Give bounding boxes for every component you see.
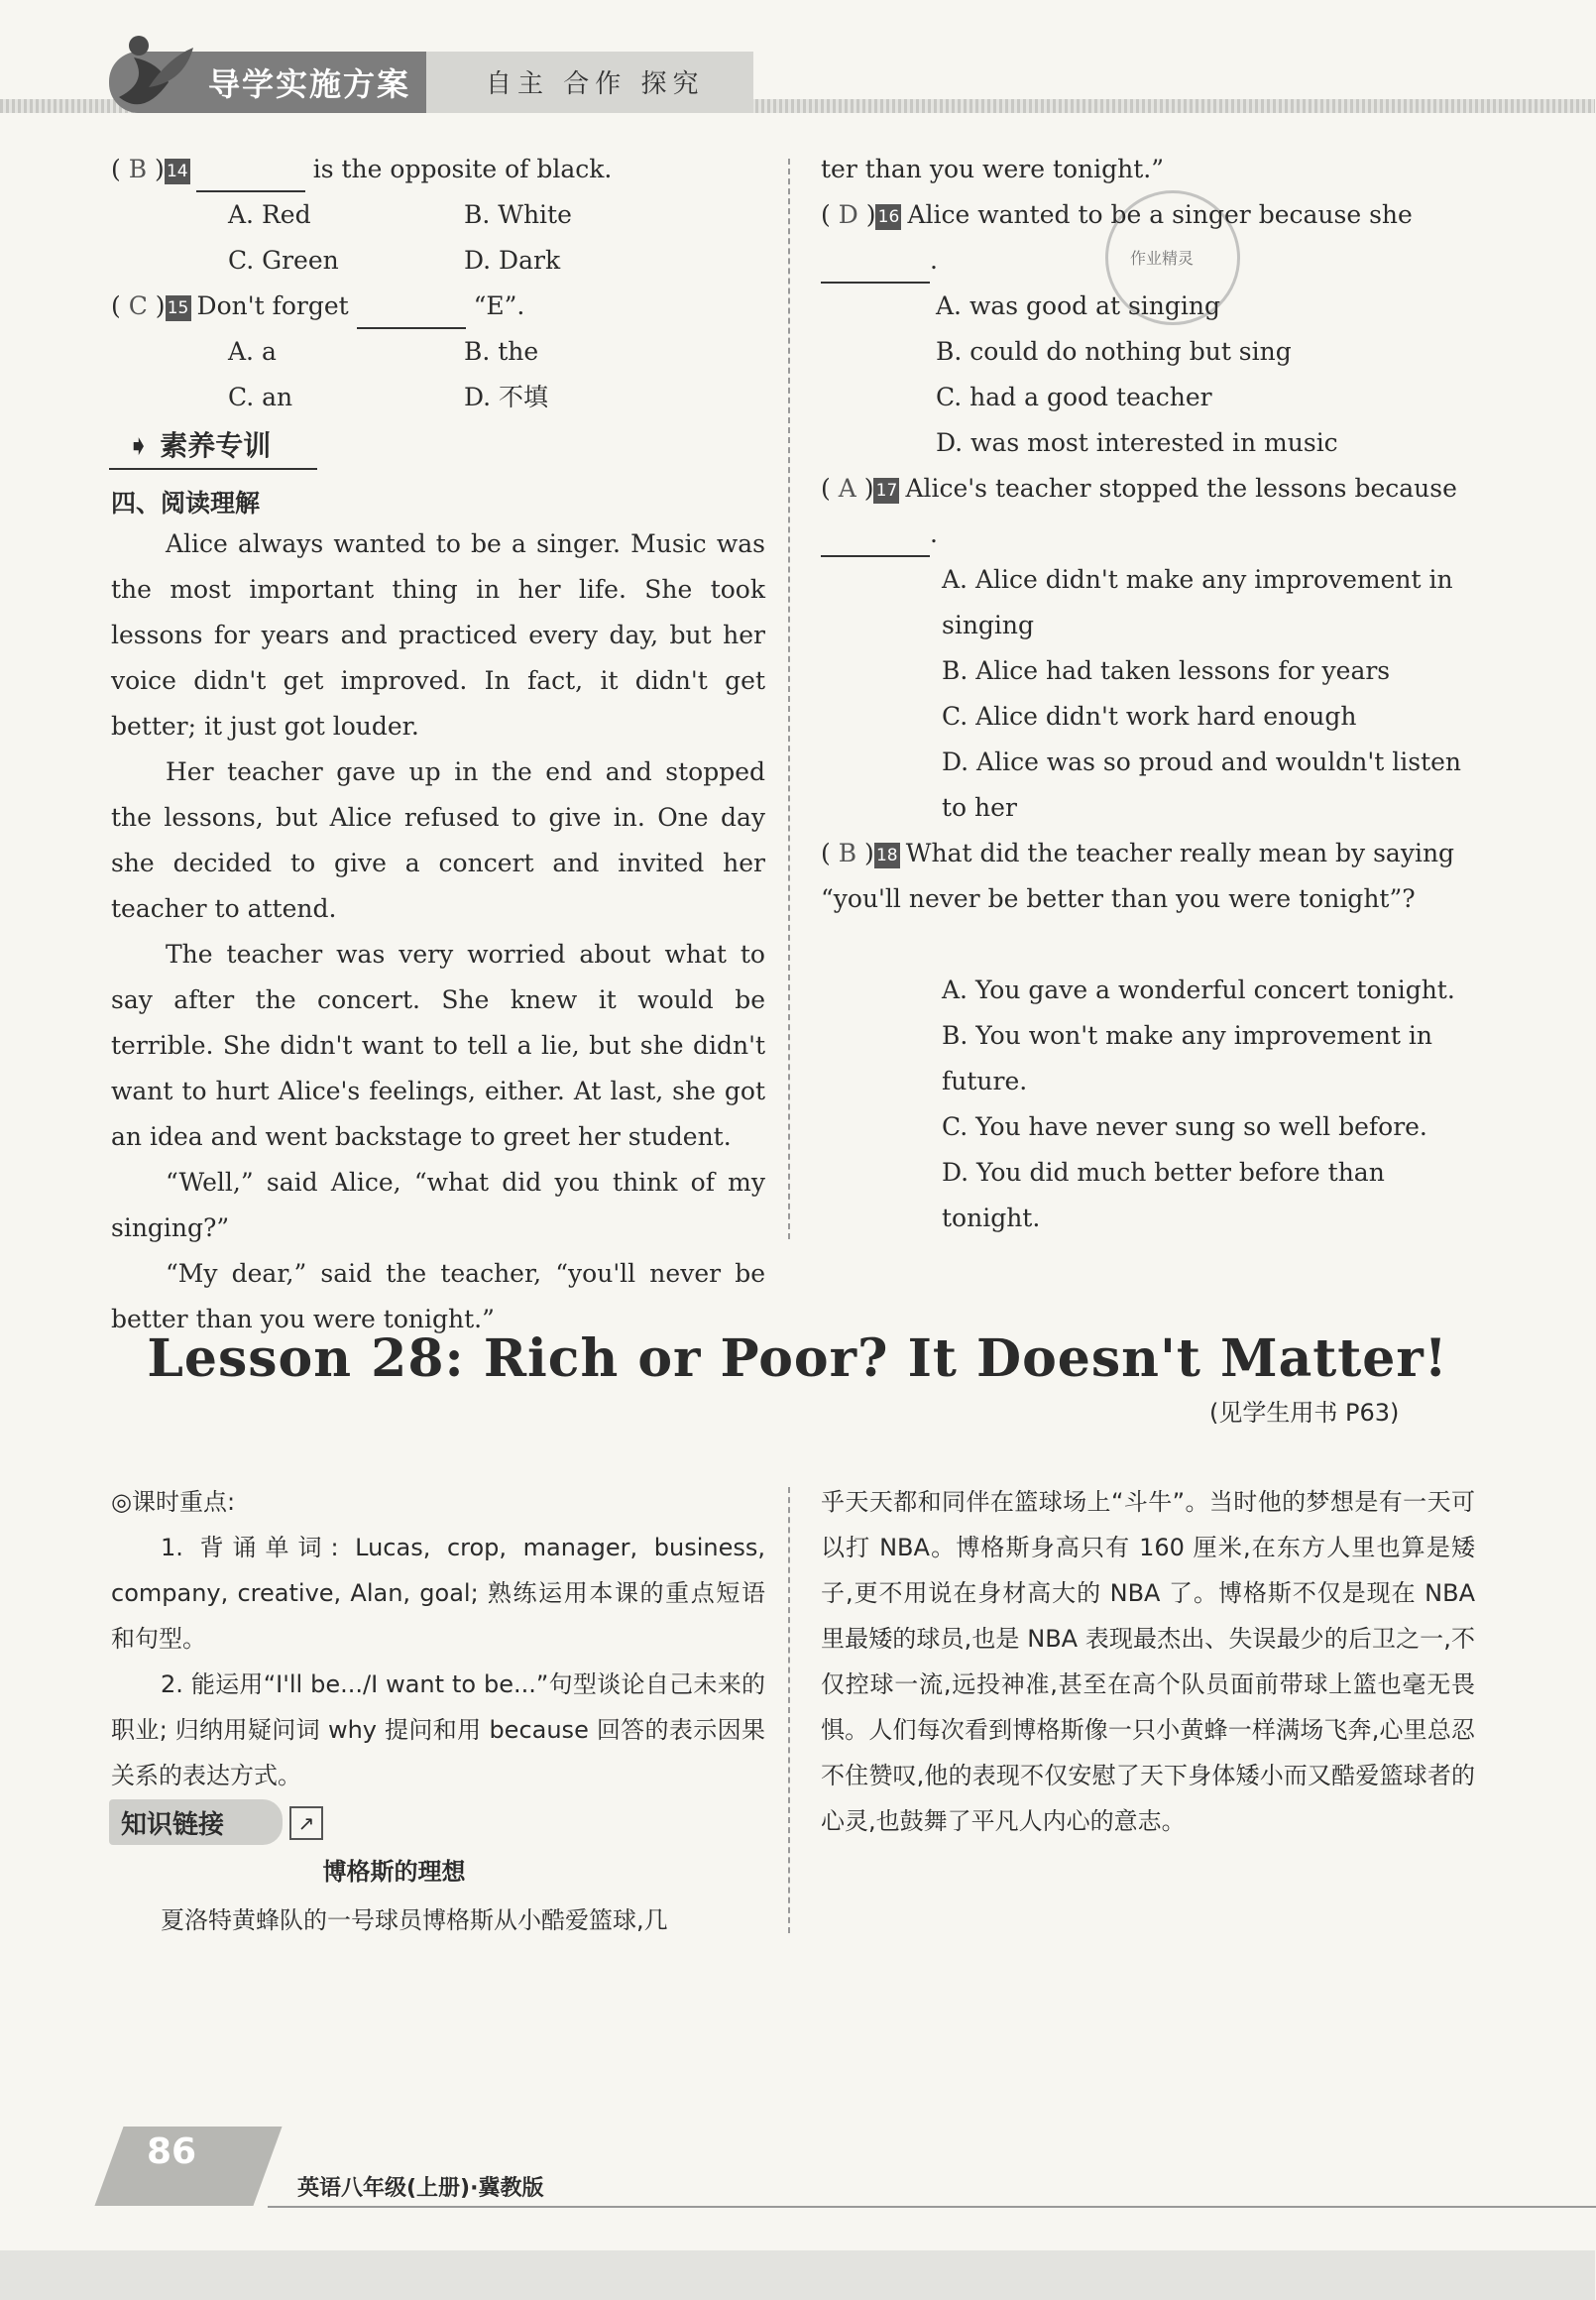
question-text-before: Don't forget [196, 291, 357, 320]
option: D. Alice was so proud and wouldn't listen to her [942, 748, 1462, 822]
option: C. Green [228, 246, 339, 275]
answer-q18: B [838, 839, 857, 867]
question-number-17: 17 [873, 478, 899, 504]
footer-bar [0, 2250, 1595, 2300]
option: D. You did much better before than tonight. [942, 1158, 1385, 1232]
option: B. could do nothing but sing [936, 337, 1292, 366]
passage-continuation: ter than you were tonight.” [821, 155, 1165, 183]
option: A. Red [228, 200, 311, 229]
option: A. You gave a wonderful concert tonight. [942, 976, 1455, 1004]
column-divider [788, 1487, 790, 1933]
option: D. Dark [464, 246, 561, 275]
stamp-text: 作业精灵 [1130, 249, 1195, 268]
question-18: ( B ) 18 What did the teacher really mean by saying “you'll never be better than you were tonight”? [821, 839, 1455, 913]
header-tabs-text: 自主 合作 探究 [486, 69, 705, 99]
lesson-title: Lesson 28: Rich or Poor? It Doesn't Matter! [147, 1328, 1448, 1389]
question-text: Alice wanted to be a singer because she [907, 200, 1413, 229]
knowledge-link-heading: 知识链接 [121, 1810, 225, 1840]
blank [821, 527, 930, 557]
answer-q14: B [128, 155, 148, 183]
question-number-15: 15 [166, 295, 191, 321]
question-number-14: 14 [165, 159, 190, 184]
answer-q16: D [838, 200, 858, 229]
section-heading [127, 424, 271, 464]
external-link-icon: ↗ [289, 1806, 323, 1840]
option: B. White [464, 200, 572, 229]
question-text-after: “E”. [465, 291, 525, 320]
question-17: ( A ) 17 Alice's teacher stopped the lessons because . [821, 466, 1475, 557]
passage-paragraph-2: Her teacher gave up in the end and stopped the lessons, but Alice refused to give in. One day she decided to give a concert and invited her teacher to attend. [111, 757, 765, 923]
question-text: Alice's teacher stopped the lessons because [905, 474, 1457, 503]
passage-paragraph-4: “Well,” said Alice, “what did you think of my singing?” [111, 1168, 765, 1242]
option: A. was good at singing [936, 291, 1221, 320]
passage-paragraph-5: “My dear,” said the teacher, “you'll never be better than you were tonight.” [111, 1259, 765, 1333]
answer-q15: C [128, 291, 148, 320]
option: C. You have never sung so well before. [942, 1112, 1427, 1141]
option: A. Alice didn't make any improvement in singing [942, 565, 1453, 639]
question-16: ( D ) 16 Alice wanted to be a singer because she . [821, 192, 1475, 284]
option: D. 不填 [464, 383, 549, 411]
question-text: What did the teacher really mean by saying “you'll never be better than you were tonight”? [821, 839, 1455, 913]
section-heading-text: 素养专训 [160, 429, 272, 462]
page-number: 86 [147, 2131, 197, 2172]
option: A. a [228, 337, 277, 366]
option: D. was most interested in music [936, 428, 1338, 457]
reading-passage [111, 521, 765, 1333]
book-title: 英语八年级(上册)·冀教版 [297, 2176, 544, 2201]
footer-line [268, 2206, 1596, 2208]
focus-item-1: 1. 背诵单词: Lucas, crop, manager, business, company, creative, Alan, goal; 熟练运用本课的重点短语和句型。 [111, 1534, 765, 1653]
story-title: 博格斯的理想 [322, 1858, 466, 1886]
blank [821, 254, 930, 284]
story-text-left: 夏洛特黄蜂队的一号球员博格斯从小酷爱篮球,几 [161, 1906, 668, 1934]
lesson-reference: (见学生用书 P63) [1209, 1399, 1400, 1427]
option: B. the [464, 337, 539, 366]
passage-paragraph-3: The teacher was very worried about what to say after the concert. She knew it would be terrible. She didn't want to tell a lie, but she didn't want to hurt Alice's feelings, either. At last, she got an idea and went backstage to greet her student. [111, 940, 765, 1151]
question-text: is the opposite of black. [304, 155, 613, 183]
option: B. You won't make any improvement in future. [942, 1021, 1433, 1095]
option: B. Alice had taken lessons for years [942, 656, 1391, 685]
blank [357, 299, 466, 329]
passage-paragraph-1: Alice always wanted to be a singer. Music was the most important thing in her life. She took lessons for years and practiced every day, but her voice didn't get improved. In fact, it didn't get better; it just got louder. [111, 529, 765, 741]
column-divider [788, 159, 790, 1239]
option: C. an [228, 383, 293, 411]
focus-heading: ◎课时重点: [111, 1488, 236, 1516]
blank [196, 163, 305, 192]
arrow-icon: ➧ [127, 429, 161, 462]
answer-q17: A [838, 474, 856, 503]
question-14: ( B ) 14 is the opposite of black. [111, 147, 765, 192]
leaf-logo-icon [99, 28, 208, 117]
question-number-18: 18 [874, 843, 900, 868]
option: C. Alice didn't work hard enough [942, 702, 1357, 731]
focus-item-2: 2. 能运用“I'll be.../I want to be...”句型谈论自己未来的职业; 归纳用疑问词 why 提问和用 because 回答的表示因果关系的表达方式。 [111, 1670, 765, 1789]
story-text-right: 乎天天都和同伴在篮球场上“斗牛”。当时他的梦想是有一天可以打 NBA。博格斯身高只有 160 厘米,在东方人里也算是矮子,更不用说在身材高大的 NBA 了。博格斯不仅是现在 NBA 里最矮的球员,也是 NBA 表现最杰出、失误最少的后卫之一,不仅控球一流,远投神准,甚至在高个队员面前带球上篮也毫无畏惧。人们每次看到博格斯像一只小黄蜂一样满场飞奔,心里总忍不住赞叹,他的表现不仅安慰了天下身体矮小而又酷爱篮球者的心灵,也鼓舞了平凡人内心的意志。 [821, 1488, 1475, 1835]
reading-subheading: 四、阅读理解 [111, 489, 261, 518]
question-number-16: 16 [875, 204, 901, 230]
option: C. had a good teacher [936, 383, 1212, 411]
header-brand-text: 导学实施方案 [208, 65, 411, 103]
question-15: ( C ) 15 Don't forget “E”. [111, 284, 765, 329]
